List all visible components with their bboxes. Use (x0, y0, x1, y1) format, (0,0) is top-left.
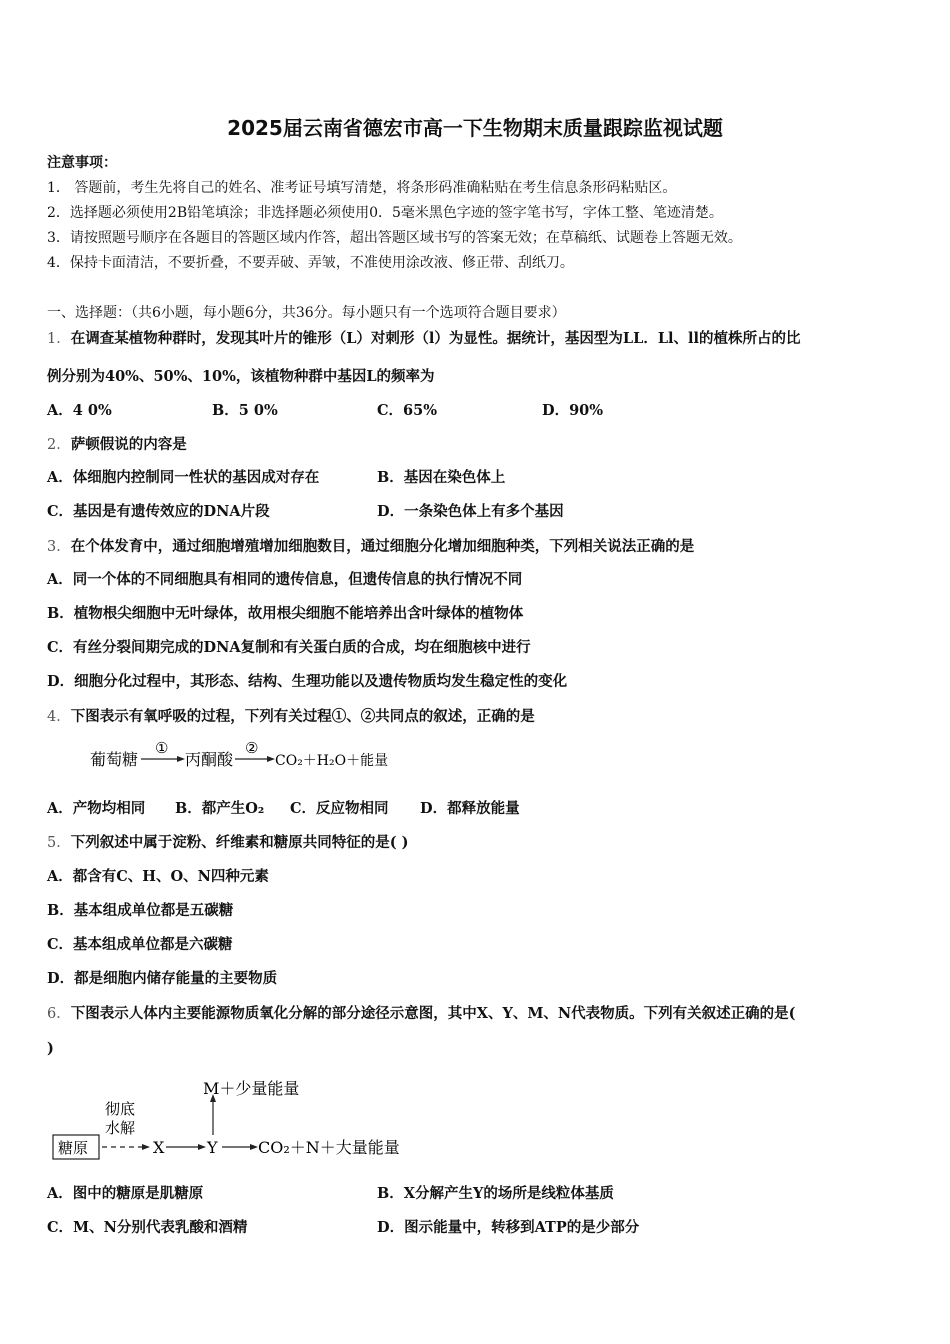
option-a: A．4 0% (47, 402, 112, 419)
question-1-stem-cont: 例分别为40%、50%、10%，该植物种群中基因L的频率为 (47, 368, 435, 385)
question-5-stem (47, 831, 409, 852)
arrow-head (198, 1144, 206, 1150)
option-c: C．基本组成单位都是六碳糖 (47, 936, 233, 953)
question-number: 4． (47, 709, 71, 725)
option-a: A．产物均相同 (47, 800, 146, 817)
hydrolysis-label-2: 水解 (105, 1119, 136, 1137)
option-d: D．都是细胞内储存能量的主要物质 (47, 970, 278, 987)
option-b: B．基本组成单位都是五碳糖 (47, 902, 234, 919)
option-c: C．65% (377, 402, 437, 419)
notice-item: 2．选择题必须使用2B铅笔填涂；非选择题必须使用0．5毫米黑色字迹的签字笔书写，字体工整、笔迹清楚。 (47, 205, 723, 221)
option-b: B．X分解产生Y的场所是线粒体基质 (377, 1185, 614, 1202)
question-text: 下图表示有氧呼吸的过程，下列有关过程①、②共同点的叙述，正确的是 (70, 708, 535, 725)
section-heading: 一、选择题：（共6小题，每小题6分，共36分。每小题只有一个选项符合题目要求） (47, 305, 566, 321)
arrow-head (142, 1144, 150, 1150)
option-d: D．细胞分化过程中，其形态、结构、生理功能以及遗传物质均发生稳定性的变化 (47, 673, 568, 690)
option-b: B．都产生O₂ (175, 800, 265, 817)
question-number: 1． (47, 331, 71, 347)
co2-energy-label: CO₂＋N＋大量能量 (258, 1138, 400, 1157)
question-6-stem-cont: ) (47, 1040, 54, 1057)
option-a: A．体细胞内控制同一性状的基因成对存在 (47, 469, 320, 486)
option-b: B．5 0% (212, 402, 278, 419)
option-d: D．图示能量中，转移到ATP的是少部分 (377, 1219, 640, 1236)
option-a: A．同一个体的不同细胞具有相同的遗传信息，但遗传信息的执行情况不同 (47, 571, 523, 588)
notice-item: 4．保持卡面清洁，不要折叠，不要弄破、弄皱，不准使用涂改液、修正带、刮纸刀。 (47, 255, 574, 271)
arrow-head (250, 1144, 258, 1150)
page-title: 2025届云南省德宏市高一下生物期末质量跟踪监视试题 (227, 116, 723, 140)
question-text: 下列叙述中属于淀粉、纤维素和糖原共同特征的是( ) (70, 834, 409, 851)
hydrolysis-label-1: 彻底 (105, 1100, 136, 1118)
glucose-label: 葡萄糖 (90, 750, 139, 769)
question-number: 6． (47, 1006, 71, 1022)
option-c: C．反应物相同 (290, 800, 389, 817)
option-a: A．都含有C、H、O、N四种元素 (47, 868, 269, 885)
question-3-stem (47, 535, 694, 556)
option-d: D．都释放能量 (420, 800, 520, 817)
option-b: B．植物根尖细胞中无叶绿体，故用根尖细胞不能培养出含叶绿体的植物体 (47, 605, 524, 622)
option-c: C．有丝分裂间期完成的DNA复制和有关蛋白质的合成，均在细胞核中进行 (47, 639, 531, 656)
option-c: C．基因是有遗传效应的DNA片段 (47, 503, 270, 520)
m-energy-label: M＋少量能量 (203, 1079, 300, 1098)
products-label: CO₂＋H₂O＋能量 (275, 753, 389, 769)
question-2-stem (47, 433, 187, 454)
option-c: C．M、N分别代表乳酸和酒精 (47, 1219, 248, 1236)
option-b: B．基因在染色体上 (377, 469, 506, 486)
y-label: Y (207, 1138, 218, 1157)
respiration-diagram (85, 734, 405, 774)
x-label: X (153, 1138, 165, 1157)
arrow-head (267, 756, 275, 762)
question-1-stem (47, 327, 801, 348)
notice-item: 1． 答题前，考生先将自己的姓名、准考证号填写清楚，将条形码准确粘贴在考生信息条形码粘贴区。 (47, 180, 677, 196)
question-number: 5． (47, 835, 71, 851)
option-a: A．图中的糖原是肌糖原 (47, 1185, 204, 1202)
option-d: D．90% (542, 402, 604, 419)
question-text: 萨顿假说的内容是 (70, 436, 187, 453)
step-2-label: ② (245, 739, 259, 757)
question-number: 3． (47, 539, 71, 555)
arrow-head (177, 756, 185, 762)
question-text: 在个体发育中，通过细胞增殖增加细胞数目，通过细胞分化增加细胞种类，下列相关说法正确的是 (70, 538, 695, 555)
step-1-label: ① (155, 739, 169, 757)
glycogen-label: 糖原 (58, 1139, 89, 1157)
pyruvate-label: 丙酮酸 (185, 750, 234, 769)
question-4-stem (47, 705, 535, 726)
notice-item: 3．请按照题号顺序在各题目的答题区域内作答，超出答题区域书写的答案无效；在草稿纸、试题卷上答题无效。 (47, 230, 742, 246)
question-6-stem (47, 1002, 796, 1023)
glycogen-pathway-diagram (50, 1072, 450, 1167)
question-number: 2． (47, 437, 71, 453)
notice-heading: 注意事项： (47, 155, 117, 171)
option-d: D．一条染色体上有多个基因 (377, 503, 564, 520)
question-text: 在调查某植物种群时，发现其叶片的锥形（L）对刺形（l）为显性。据统计，基因型为LL．Ll、ll的植株所占的比 (70, 330, 801, 347)
question-text: 下图表示人体内主要能源物质氧化分解的部分途径示意图，其中X、Y、M、N代表物质。下列有关叙述正确的是( (70, 1005, 796, 1022)
